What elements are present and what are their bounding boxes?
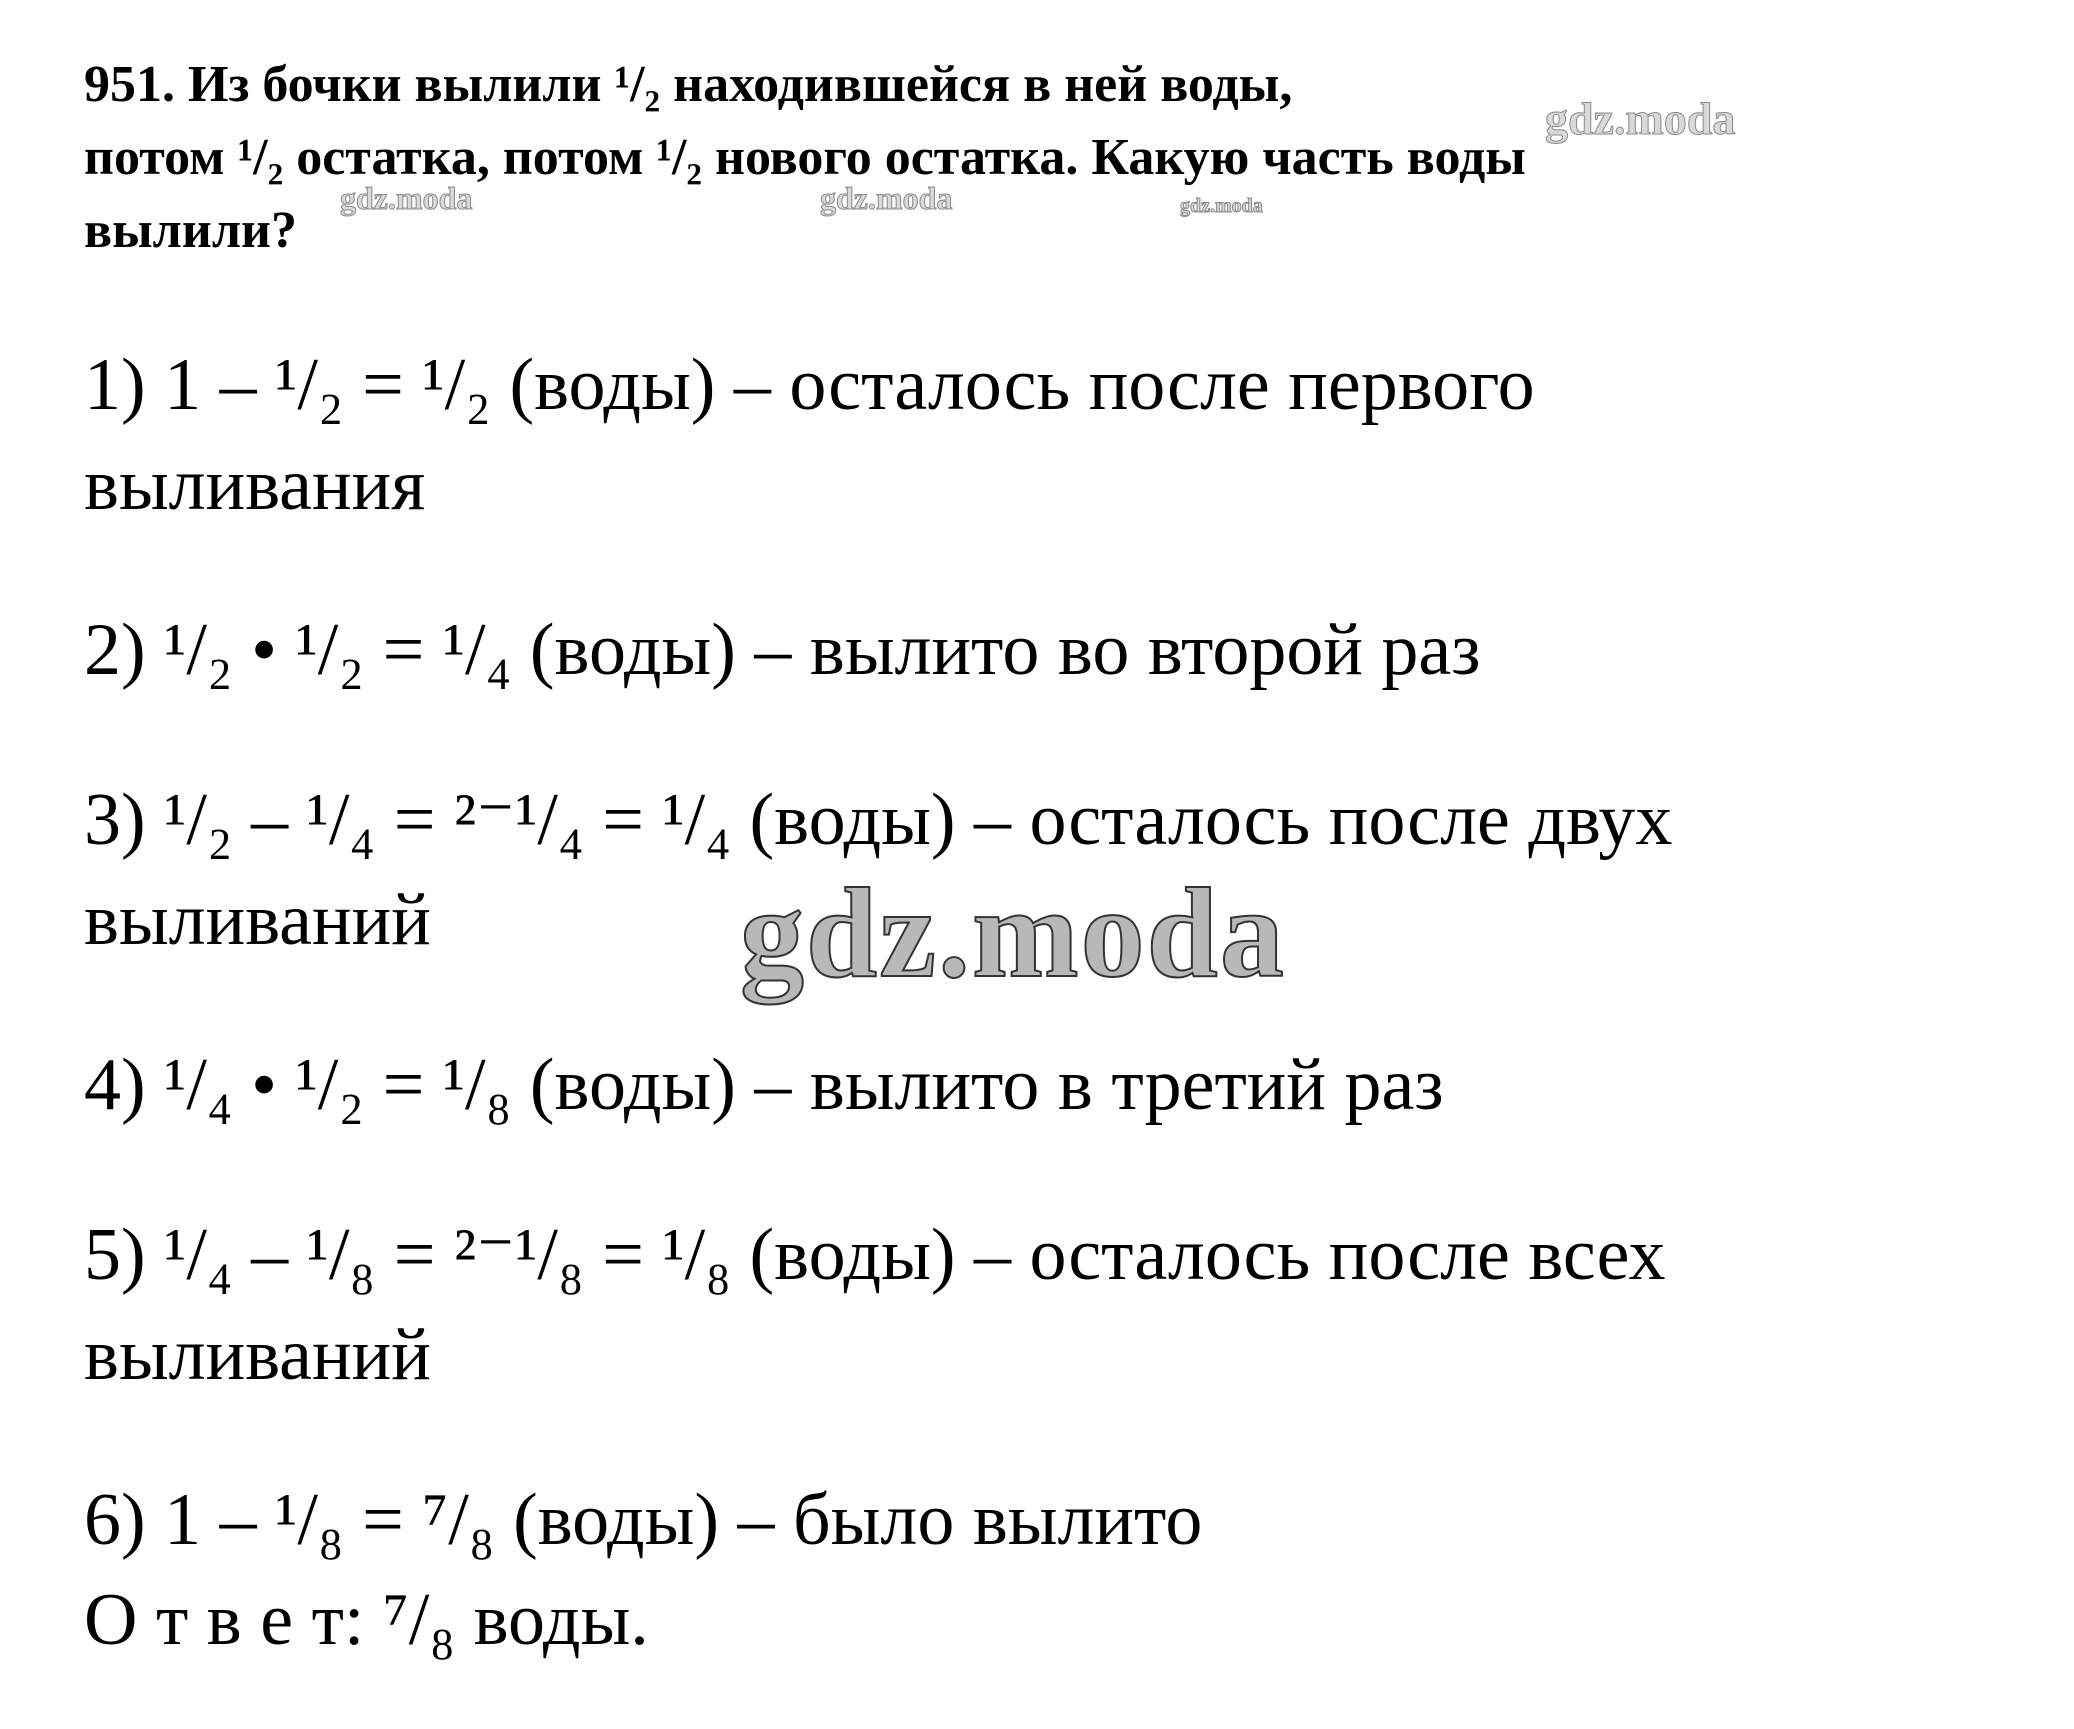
step-5-line-2: выливаний	[84, 1314, 431, 1396]
solution-step-1	[84, 335, 1984, 535]
solution-step-5	[84, 1205, 1984, 1405]
watermark-small-2: gdz.moda	[820, 180, 953, 216]
step-3-line-2: выливаний	[84, 879, 431, 961]
answer-line: О т в е т: ⁷/₈ воды.	[84, 1579, 649, 1661]
problem-statement	[84, 48, 1984, 267]
step-1-line-2: выливания	[84, 444, 426, 526]
step-3-line-1: 3) ¹/₂ – ¹/₄ = ²⁻¹/₄ = ¹/₄ (воды) – осталось после двух	[84, 779, 1673, 861]
watermark-small-1: gdz.moda	[340, 180, 473, 216]
step-5-line-1: 5) ¹/₄ – ¹/₈ = ²⁻¹/₈ = ¹/₈ (воды) – осталось после всех	[84, 1214, 1666, 1296]
step-4-line-1: 4) ¹/₄ • ¹/₂ = ¹/₈ (воды) – вылито в третий раз	[84, 1044, 1444, 1126]
problem-line-3: вылили?	[84, 202, 297, 259]
problem-line-1: 951. Из бочки вылили ¹/₂ находившейся в ней воды,	[84, 56, 1293, 113]
problem-line-2: потом ¹/₂ остатка, потом ¹/₂ нового остатка. Какую часть воды	[84, 129, 1526, 186]
watermark-small-3: gdz.moda	[1180, 195, 1263, 217]
watermark-top-right: gdz.moda	[1545, 93, 1736, 144]
solution-step-2	[84, 600, 1984, 700]
watermark-large: gdz.moda	[740, 862, 1286, 1004]
solution-step-6	[84, 1470, 1984, 1570]
step-2-line-1: 2) ¹/₂ • ¹/₂ = ¹/₄ (воды) – вылито во второй раз	[84, 609, 1481, 691]
step-6-line-1: 6) 1 – ¹/₈ = ⁷/₈ (воды) – было вылито	[84, 1479, 1203, 1561]
step-1-line-1: 1) 1 – ¹/₂ = ¹/₂ (воды) – осталось после первого	[84, 344, 1535, 426]
solution-step-4	[84, 1035, 1984, 1135]
